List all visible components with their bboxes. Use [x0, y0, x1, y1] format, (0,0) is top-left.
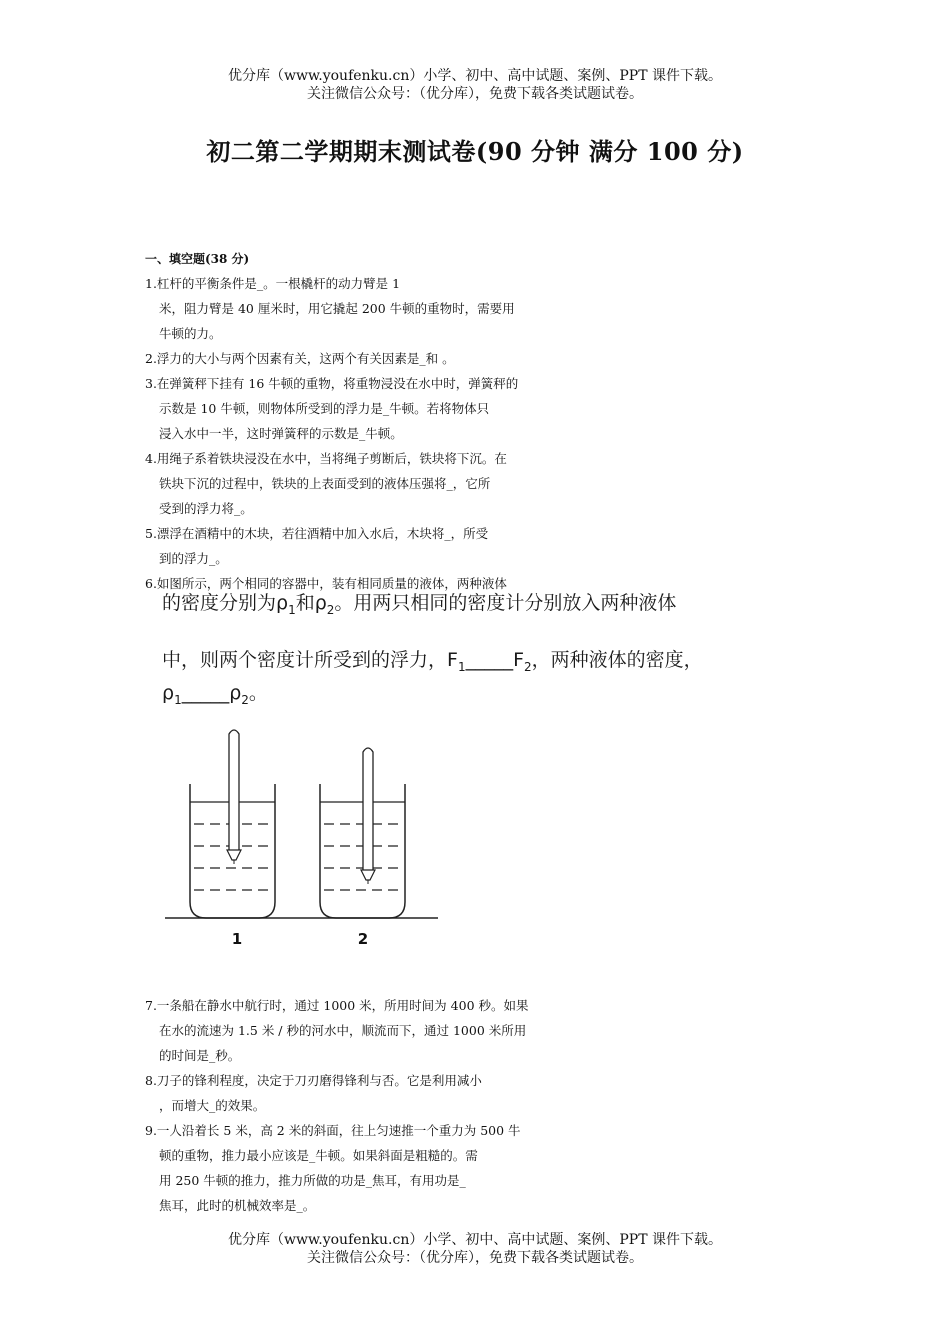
question-4-line: 受到的浮力将_。 [159, 501, 253, 516]
figure-label-1: 1 [231, 930, 243, 948]
container-1 [190, 730, 275, 918]
question-8-line: 8.刀子的锋利程度，决定于刀刃磨得锋利与否。它是利用减小 [145, 1073, 482, 1088]
q6-subscript: 2 [326, 602, 335, 617]
question-9-line: 顿的重物，推力最小应该是_牛顿。如果斜面是粗糙的。需 [159, 1148, 478, 1163]
question-5-line: 到的浮力_。 [159, 551, 228, 566]
question-6-line: 6.如图所示，两个相同的容器中，装有相同质量的液体，两种液体 [145, 576, 507, 591]
question-2-line: 2.浮力的大小与两个因素有关，这两个有关因素是_和 。 [145, 351, 455, 366]
question-3-line: 示数是 10 牛顿，则物体所受到的浮力是_牛顿。若将物体只 [159, 401, 490, 416]
page-title: 初二第二学期期末测试卷(90 分钟 满分 100 分) [206, 137, 744, 166]
question-5-line: 5.漂浮在酒精中的木块，若往酒精中加入水后，木块将_，所受 [145, 526, 489, 541]
section-heading-fill-in: 一、填空题(38 分) [145, 252, 250, 266]
q6-subscript: 2 [241, 692, 249, 707]
question-4 [145, 446, 585, 521]
question-6-image-text [162, 590, 762, 712]
hydrometer-figure [160, 722, 450, 952]
header-line-1: 优分库（www.youfenku.cn）小学、初中、高中试题、案例、PPT 课件下载。 [227, 68, 722, 84]
question-7-line: 在水的流速为 1.5 米 / 秒的河水中，顺流而下，通过 1000 米所用 [159, 1023, 527, 1038]
question-4-line: 铁块下沉的过程中，铁块的上表面受到的液体压强将_，它所 [159, 476, 491, 491]
question-9-line: 用 250 牛顿的推力，推力所做的功是_焦耳，有用功是_ [159, 1173, 466, 1188]
question-6-image-line-1 [162, 590, 762, 623]
q6-subscript: 1 [288, 602, 296, 617]
question-6-image-line-3 [162, 680, 762, 713]
question-2 [145, 346, 585, 371]
question-8-line: ，而增大_的效果。 [159, 1098, 266, 1113]
question-8 [145, 1068, 585, 1118]
question-9-line: 焦耳，此时的机械效率是_。 [159, 1198, 316, 1213]
question-9-line: 9.一人沿着长 5 米，高 2 米的斜面，往上匀速推一个重力为 500 牛 [145, 1123, 521, 1138]
q6-text: 中，则两个密度计所受到的浮力，F [162, 648, 458, 671]
hydrometer-2 [361, 748, 375, 884]
figure-label-2: 2 [357, 930, 369, 948]
question-3 [145, 371, 585, 446]
q6-subscript: 2 [524, 659, 532, 674]
q6-text: ρ [162, 681, 175, 704]
question-4-line: 4.用绳子系着铁块浸没在水中，当将绳子剪断后，铁块将下沉。在 [145, 451, 507, 466]
question-3-line: 浸入水中一半，这时弹簧秤的示数是_牛顿。 [159, 426, 403, 441]
q6-subscript: 1 [174, 692, 182, 707]
q6-text: _____F [465, 648, 525, 671]
q6-text: _____ρ [181, 681, 242, 704]
footer-line-2: 关注微信公众号：（优分库），免费下载各类试题试卷。 [307, 1250, 643, 1266]
q6-text: 。 [248, 681, 268, 704]
q6-text: 和ρ [295, 592, 327, 614]
container-2 [320, 748, 405, 918]
header-line-2: 关注微信公众号：（优分库），免费下载各类试题试卷。 [307, 86, 643, 102]
hydrometer-1 [227, 730, 241, 864]
q6-subscript: 1 [457, 659, 466, 674]
question-7-line: 7.一条船在静水中航行时，通过 1000 米，所用时间为 400 秒。如果 [145, 998, 529, 1013]
question-7-line: 的时间是_秒。 [159, 1048, 241, 1063]
question-6-image-line-2 [162, 647, 762, 680]
question-1-line: 米，阻力臂是 40 厘米时，用它撬起 200 牛顿的重物时，需要用 [159, 301, 515, 316]
q6-text: ，两种液体的密度， [531, 648, 703, 671]
question-1-line: 1.杠杆的平衡条件是_。一根橇杆的动力臂是 1 [145, 276, 401, 291]
question-1-line: 牛顿的力。 [159, 326, 222, 341]
question-5 [145, 521, 585, 571]
question-1 [145, 271, 585, 346]
question-9 [145, 1118, 585, 1218]
footer-line-1: 优分库（www.youfenku.cn）小学、初中、高中试题、案例、PPT 课件下载。 [227, 1232, 722, 1248]
question-7 [145, 993, 585, 1068]
q6-text: 。用两只相同的密度计分别放入两种液体 [334, 592, 677, 614]
q6-text: 的密度分别为ρ [162, 592, 289, 614]
question-3-line: 3.在弹簧秤下挂有 16 牛顿的重物，将重物浸没在水中时，弹簧秤的 [145, 376, 519, 391]
